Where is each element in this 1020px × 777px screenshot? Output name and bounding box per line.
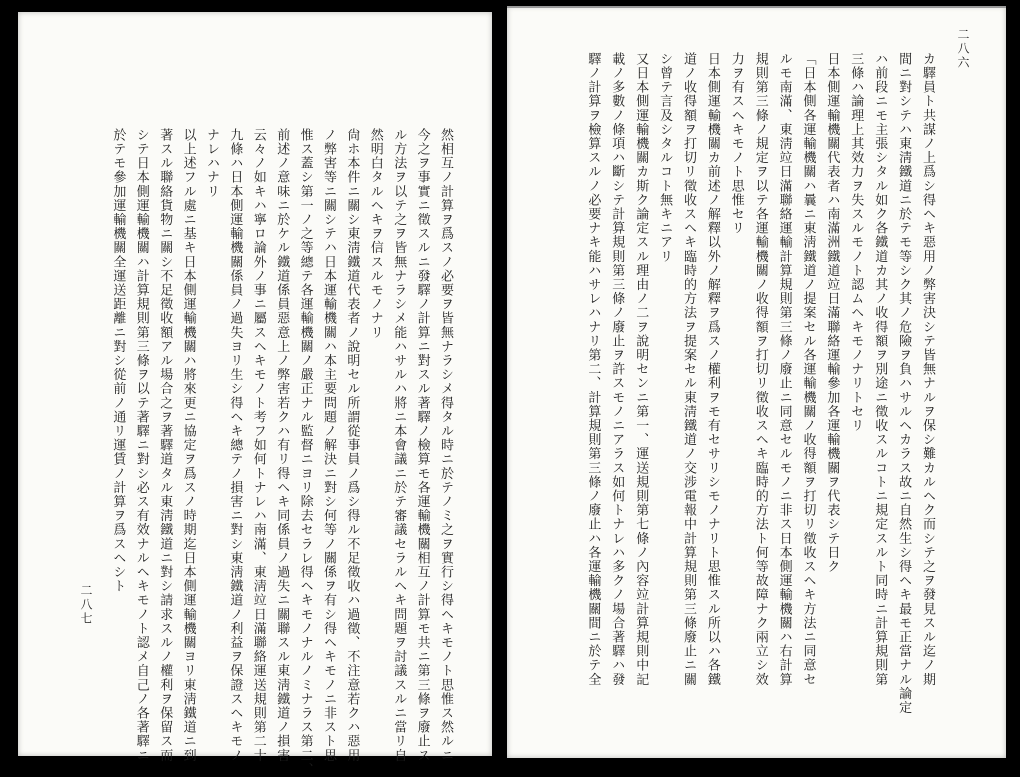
left-page [18, 12, 492, 777]
text-column: ノ弊害等ニ關シテハ日本運輸機關ハ本主要問題ノ解決ニ對シ何等ノ關係ヲ有シ得ヘキモノニ非スト思 [321, 128, 336, 763]
text-column: 尙ホ本件ニ關シ東淸鐵道代表者ノ說明セル所謂從事員ノ爲シ得ル不足徵收ハ過徵、不注意若クハ惡用 [344, 128, 360, 763]
text-column: 於テモ參加運輸機關全運送距離ニ對シ從前ノ通リ運賃ノ計算ヲ爲スヘシト [110, 128, 126, 594]
page-number: 二八七 [79, 584, 93, 626]
text-column: 規則第三條ノ規定ヲ以テ各運輸機關ノ收得額ヲ打切リ徵收スヘキ臨時的方法ト何等故障ナク兩立シ效 [752, 52, 768, 687]
text-column: 道ノ收得額ヲ打切リ徵收スヘキ臨時的方法ヲ提案セル東淸鐵道ノ交涉電報中計算規則第三條廢止ニ關 [681, 52, 696, 687]
text-column: 載ノ多數ノ條項ハ斷シテ計算規則第三條ノ廢止ヲ許スモノニアラス如何トナレハ多クノ場合著驛ハ發 [609, 52, 625, 687]
text-column: 三條ハ論理上其效力ヲ失スルモノト認ムヘキモノナリトセリ [848, 52, 864, 433]
text-column: ハ前段ニモ主張シタル如ク各鐵道カ其ノ收得額ヲ別途ニ徵收スルコトニ規定スルト同時ニ計算規則第 [872, 52, 888, 687]
text-column: 然明白タルヘキヲ信スルモノナリ [367, 128, 383, 340]
text-column: 今之ヲ事實ニ徵スルニ發驛ノ計算ニ對スル著驛ノ檢算モ各運輸機關相互ノ計算モ共ニ第三條ヲ廢止ス [414, 128, 430, 763]
text-column: カ驛員ト共謀ノ上爲シ得ヘキ惡用ノ弊害決シテ皆無ナルヲ保シ難カルヘク而シテ之ヲ發見スル迄ノ期 [920, 52, 935, 687]
text-column: 云々ノ如キハ寧ロ論外ノ事ニ屬スヘキモノト考フ如何トナレハ南滿、東淸竝日滿聯絡運送規則第二十 [250, 128, 266, 763]
text-column: 九條ハ日本側運輸機關係員ノ過失ヨリ生シ得ヘキ總テノ損害ニ對シ東淸鐵道ノ利益ヲ保證スヘキモノ [227, 128, 243, 763]
text-column: 日本側運輸機關カ前述ノ解釋以外ノ解釋ヲ爲スノ權利ヲモ有セサリシモノナリト思惟スル所以ハ各鐵 [704, 52, 720, 687]
text-column: ルモ南滿、東淸竝日滿聯絡運輸計算規則第三條ノ廢止ニ同意セルモノニ非ス日本側運輸機關ハ右計算 [776, 52, 792, 687]
text-column: 前述ノ意味ニ於ケル鐵道係員惡意上ノ弊害若クハ有リ得ヘキ同係員ノ過失ニ關聯スル東淸鐵道ノ損害 [274, 128, 290, 763]
text-column: ル方法ヲ以テ之ヲ皆無ナラシメ能ハサルハ將ニ本會議ニ於テ審議セラルヘキ問題ヲ討議スルニ當リ自 [391, 128, 407, 763]
text-column: 間ニ對シテハ東淸鐵道ニ於テモ等シク其ノ危險ヲ負ハサルヘカラス故ニ自然生シ得ヘキ最モ正當ナル論定 [896, 52, 912, 715]
text-column: 以上述フル處ニ基キ日本側運輸機關ハ將來更ニ協定ヲ爲スノ時期迄日本側運輸機關ヨリ東淸鐵道ニ到 [180, 128, 196, 763]
text-column: 「日本側各運輸機關ハ曩ニ東淸鐵道ノ提案セル各運輸機關ノ收得額ヲ打切リ徵收スヘキ方法ニ同意セ [800, 52, 816, 687]
text-column: ナレハナリ [204, 128, 219, 199]
text-column: 驛ノ計算ヲ檢算スルノ必要ナキ能ハサレハナリ第二、計算規則第三條ノ廢止ハ各運輸機關間ニ於テ全 [585, 52, 601, 687]
text-column: 惟ス蓋シ第一ノ之等總テ各運輸機關ノ嚴正ナル監督ニヨリ除去セラレ得ヘキモノナルノミナラス第二、 [297, 128, 313, 777]
text-column: 日本側運輸機關代表者ハ南滿洲鐵道竝日滿聯絡運輸參加各運輸機關ヲ代表シテ日ク [824, 52, 840, 574]
text-column: シ曾テ言及シタルコト無キニアリ [657, 52, 673, 264]
text-column: 又日本側運輸機關カ斯ク論定スル理由ノ二ヲ說明センニ第一、運送規則第七條ノ內容竝計算規則中記 [633, 52, 649, 687]
right-page [507, 6, 1006, 758]
page-number: 二八六 [956, 28, 970, 70]
text-column: 著スル聯絡貨物ニ關シ不足徵收額アル場合之ヲ著驛道タル東淸鐵道ニ對シ請求スルノ權利ヲ保留ス而 [157, 128, 173, 763]
text-column: 力ヲ有スヘキモノト思惟セリ [728, 52, 744, 236]
text-column: シテ日本側運輸機關ハ計算規則第三條ヲ以テ著驛ニ對シ必ス有效ナルヘキモノト認メ自己ノ各著驛ニ [133, 128, 149, 763]
text-column: 然相互ノ計算ヲ爲スノ必要ヲ皆無ナラシメ得タル時ニ於テノミ之ヲ實行シ得ヘキモノト思惟ス然ルニ [438, 128, 453, 763]
